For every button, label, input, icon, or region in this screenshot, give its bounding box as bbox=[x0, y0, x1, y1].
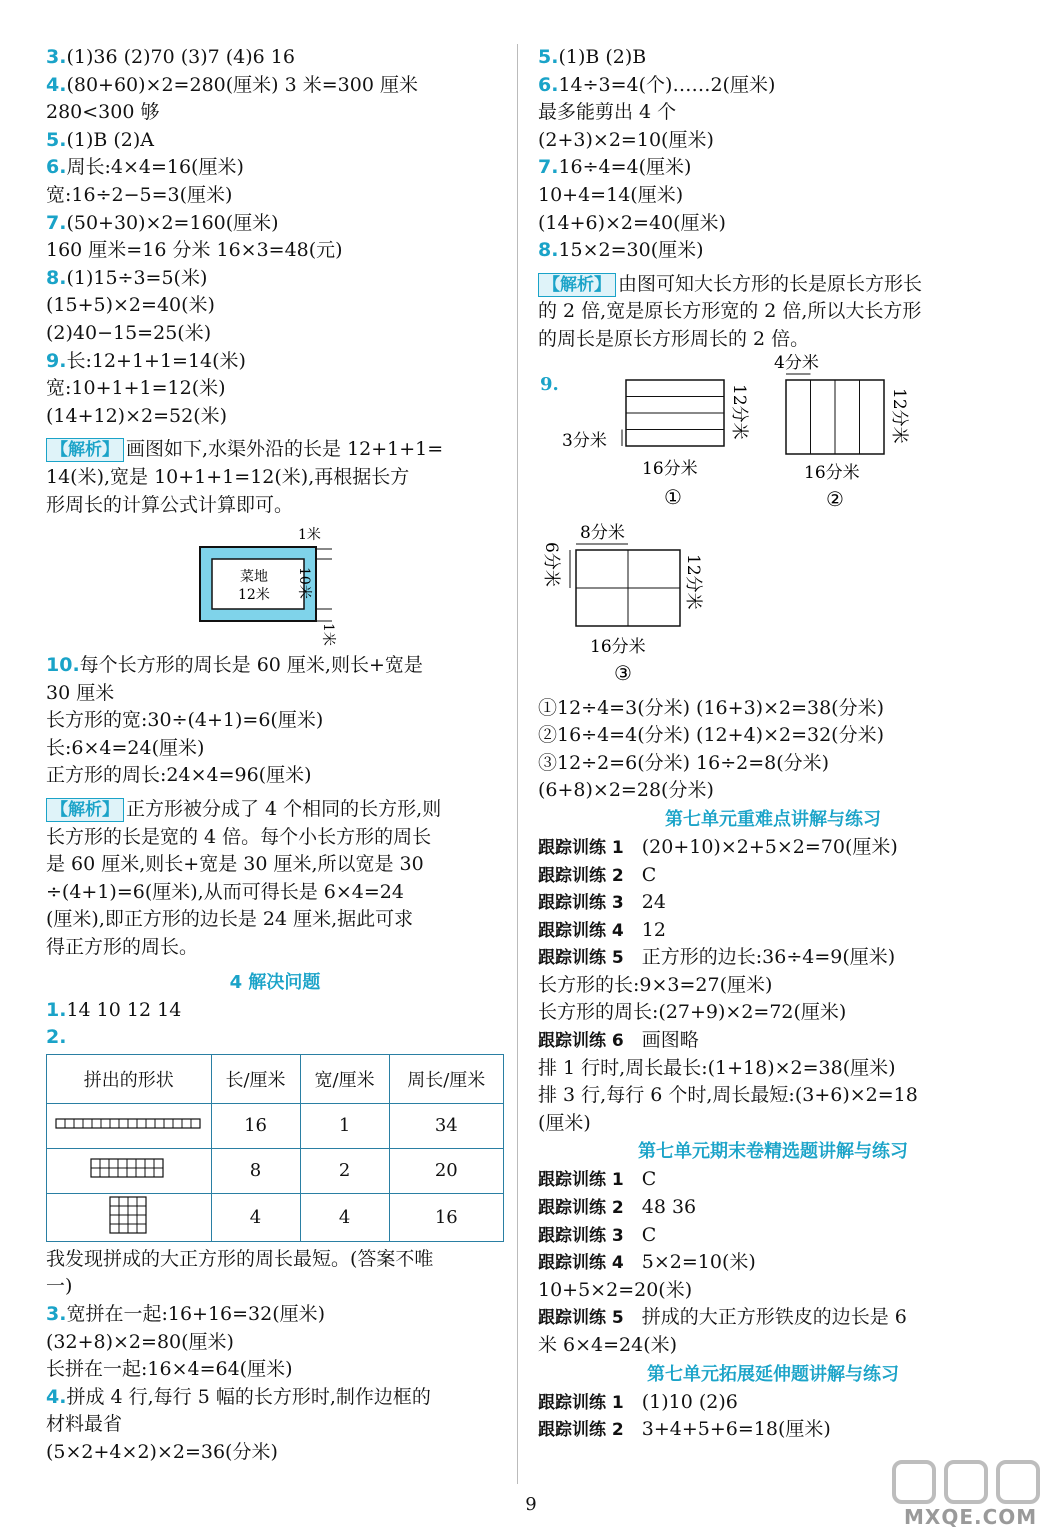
answer-line: 9.长:12+1+1=14(米) bbox=[46, 349, 246, 372]
question-number: 9. bbox=[540, 373, 559, 395]
plot-width-label: 10米 bbox=[296, 567, 312, 599]
practice-line: 跟踪训练 1 C bbox=[538, 1168, 657, 1191]
section-title: 第七单元重难点讲解与练习 bbox=[665, 808, 881, 830]
plot-length-label: 12米 bbox=[238, 587, 270, 604]
tracking-practice-block-3 bbox=[538, 1389, 1008, 1444]
fig1-number-label: ① bbox=[664, 484, 682, 509]
practice-line: 跟踪训练 1 (1)10 (2)6 bbox=[538, 1390, 738, 1413]
answers-block-2 bbox=[46, 652, 504, 790]
answer-line: 材料最省 bbox=[46, 1413, 123, 1436]
answer-line: 3.(1)36 (2)70 (3)7 (4)6 16 bbox=[46, 46, 295, 68]
answer-line: (32+8)×2=80(厘米) bbox=[46, 1330, 234, 1353]
answer-line: 8.15×2=30(厘米) bbox=[538, 239, 704, 262]
shape-8x2-icon bbox=[89, 1157, 169, 1179]
answer-line: 正方形的周长:24×4=96(厘米) bbox=[46, 764, 312, 787]
fig3-number-label: ③ bbox=[614, 660, 632, 685]
practice-line: 跟踪训练 4 12 bbox=[538, 918, 666, 941]
practice-line: 跟踪训练 6 画图略 bbox=[538, 1029, 699, 1052]
answers-block-4 bbox=[538, 44, 1008, 265]
table-row: 4 4 16 bbox=[47, 1193, 504, 1241]
page-number: 9 bbox=[525, 1494, 537, 1515]
shapes-table bbox=[46, 1054, 504, 1242]
answer-line: ①12÷4=3(分米) (16+3)×2=38(分米) bbox=[538, 696, 884, 719]
answer-line: 2. bbox=[46, 1026, 67, 1049]
answer-line: 5.(1)B (2)B bbox=[538, 46, 647, 68]
answer-line: 160 厘米=16 分米 16×3=48(元) bbox=[46, 239, 343, 262]
analysis-block: 【解析】 由图可知大长方形的长是原长方形长 的 2 倍,宽是原长方形宽的 2 倍,所以大长方形 的周长是原长方形周长的 2 倍。 bbox=[538, 272, 923, 350]
practice-line: 跟踪训练 3 C bbox=[538, 1223, 657, 1246]
answer-line: 宽:16÷2−5=3(厘米) bbox=[46, 183, 233, 206]
fig2-number-label: ② bbox=[826, 486, 844, 511]
right-column bbox=[538, 44, 1008, 1444]
answer-line: (15+5)×2=40(米) bbox=[46, 294, 215, 317]
practice-line: 跟踪训练 2 3+4+5+6=18(厘米) bbox=[538, 1418, 831, 1441]
table-header-row bbox=[47, 1054, 504, 1103]
fig2-strip-width-label: 4分米 bbox=[774, 353, 819, 373]
answer-line: 一) bbox=[46, 1275, 73, 1298]
practice-line: 跟踪训练 5 正方形的边长:36÷4=9(厘米) bbox=[538, 946, 896, 969]
practice-line: 长方形的周长:(27+9)×2=72(厘米) bbox=[538, 1001, 847, 1024]
section-title: 4 解决问题 bbox=[229, 971, 321, 993]
shape-cell bbox=[47, 1103, 212, 1148]
analysis-tag: 【解析】 bbox=[46, 438, 124, 462]
practice-line: 排 3 行,每行 6 个时,周长最短:(3+6)×2=18 bbox=[538, 1084, 918, 1107]
table-header: 周长/厘米 bbox=[389, 1054, 503, 1103]
answer-line: 宽:10+1+1=12(米) bbox=[46, 377, 226, 400]
answer-line: (2+3)×2=10(厘米) bbox=[538, 128, 714, 151]
answer-line: 6.14÷3=4(个)……2(厘米) bbox=[538, 73, 776, 96]
answer-line: 最多能剪出 4 个 bbox=[538, 101, 677, 124]
analysis-block: 【解析】 画图如下,水渠外沿的长是 12+1+1= 14(米),宽是 10+1+1=12(米),再根据长方 形周长的计算公式计算即可。 bbox=[46, 438, 444, 516]
column-divider bbox=[517, 44, 518, 1484]
answers-block-3 bbox=[46, 1246, 504, 1467]
answer-line: ③12÷2=6(分米) 16÷2=8(分米) bbox=[538, 751, 830, 774]
rectangle-division-figures bbox=[538, 354, 1008, 690]
section-title: 第七单元拓展延伸题讲解与练习 bbox=[647, 1363, 899, 1385]
left-column bbox=[46, 44, 504, 1467]
fig2-length-label: 16分米 bbox=[804, 462, 860, 483]
shape-16x1-icon bbox=[54, 1117, 204, 1131]
canal-width-bottom-label: 1米 bbox=[320, 623, 336, 647]
answer-line: 5.(1)B (2)A bbox=[46, 128, 155, 151]
tracking-practice-block-2 bbox=[538, 1166, 1008, 1359]
vegetable-plot-figure bbox=[46, 519, 504, 647]
analysis-block: 【解析】 正方形被分成了 4 个相同的长方形,则 长方形的长是宽的 4 倍。每个小长方形的周长 是 60 厘米,则长+宽是 30 厘米,所以宽是 30 ÷(4+1)=6(厘米),从而可得长是 6×4=24 (厘米),即正方形的边长是 24 厘米,据此可求 得正方形的周长。 bbox=[46, 798, 442, 959]
answer-line: (2)40−15=25(米) bbox=[46, 321, 212, 344]
tracking-practice-block-1 bbox=[538, 834, 1008, 1138]
practice-line: (厘米) bbox=[538, 1111, 591, 1134]
practice-line: 米 6×4=24(米) bbox=[538, 1334, 678, 1356]
practice-line: 跟踪训练 2 C bbox=[538, 863, 657, 886]
answer-line: 30 厘米 bbox=[46, 681, 115, 704]
answer-line: 4.(80+60)×2=280(厘米) 3 米=300 厘米 bbox=[46, 73, 418, 96]
figure-3 bbox=[541, 523, 703, 685]
answer-line: ②16÷4=4(分米) (12+4)×2=32(分米) bbox=[538, 724, 884, 747]
answer-line: (14+6)×2=40(厘米) bbox=[538, 211, 726, 234]
answers-block-1 bbox=[46, 44, 504, 430]
fig1-strip-width-label: 3分米 bbox=[562, 430, 607, 451]
table-row: 8 2 20 bbox=[47, 1148, 504, 1193]
practice-line: 跟踪训练 3 24 bbox=[538, 891, 666, 914]
table-row: 16 1 34 bbox=[47, 1103, 504, 1148]
answers-block-5 bbox=[538, 695, 1008, 805]
fig3-top-label: 8分米 bbox=[580, 522, 625, 543]
shape-cell bbox=[47, 1193, 212, 1241]
fig3-left-label: 6分米 bbox=[541, 541, 561, 587]
practice-line: 10+5×2=20(米) bbox=[538, 1278, 693, 1301]
fig2-height-label: 12分米 bbox=[889, 387, 909, 444]
answer-line: 4.拼成 4 行,每行 5 幅的长方形时,制作边框的 bbox=[46, 1385, 431, 1408]
canal-width-top-label: 1米 bbox=[298, 527, 321, 544]
answer-line: 10+4=14(厘米) bbox=[538, 183, 684, 206]
answer-line: 3.宽拼在一起:16+16=32(厘米) bbox=[46, 1303, 326, 1325]
practice-line: 跟踪训练 2 48 36 bbox=[538, 1196, 697, 1219]
answer-line: 长方形的宽:30÷(4+1)=6(厘米) bbox=[46, 709, 324, 732]
answer-line: (6+8)×2=28(分米) bbox=[538, 779, 714, 802]
practice-line: 排 1 行时,周长最长:(1+18)×2=38(厘米) bbox=[538, 1056, 896, 1079]
table-header: 长/厘米 bbox=[211, 1054, 300, 1103]
shape-4x4-icon bbox=[108, 1195, 150, 1235]
answer-line: 长拼在一起:16×4=64(厘米) bbox=[46, 1358, 293, 1381]
section-title: 第七单元期末卷精选题讲解与练习 bbox=[638, 1141, 908, 1163]
answer-line: (14+12)×2=52(米) bbox=[46, 404, 228, 427]
practice-line: 跟踪训练 1 (20+10)×2+5×2=70(厘米) bbox=[538, 835, 898, 858]
analysis-tag: 【解析】 bbox=[538, 273, 616, 297]
table-header: 拼出的形状 bbox=[47, 1054, 212, 1103]
plot-label: 菜地 bbox=[240, 569, 268, 586]
analysis-tag: 【解析】 bbox=[46, 798, 124, 822]
figure-2 bbox=[774, 354, 909, 511]
answer-line: 7.(50+30)×2=160(厘米) bbox=[46, 211, 279, 234]
answer-line: 280<300 够 bbox=[46, 101, 160, 124]
answer-line: 8.(1)15÷3=5(米) bbox=[46, 266, 208, 289]
answer-line: 长:6×4=24(厘米) bbox=[46, 736, 205, 759]
answer-line: 7.16÷4=4(厘米) bbox=[538, 156, 692, 179]
answer-line: 1.14 10 12 14 bbox=[46, 998, 182, 1021]
answer-line: 我发现拼成的大正方形的周长最短。(答案不唯 bbox=[46, 1247, 434, 1270]
figure-1 bbox=[562, 380, 749, 509]
answer-line: 6.周长:4×4=16(厘米) bbox=[46, 156, 244, 179]
fig1-height-label: 12分米 bbox=[729, 383, 749, 440]
practice-line: 跟踪训练 5 拼成的大正方形铁皮的边长是 6 bbox=[538, 1306, 907, 1329]
table-header: 宽/厘米 bbox=[300, 1054, 389, 1103]
answer-line: 10.每个长方形的周长是 60 厘米,则长+宽是 bbox=[46, 654, 423, 677]
fig3-length-label: 16分米 bbox=[590, 636, 646, 657]
practice-line: 跟踪训练 4 5×2=10(米) bbox=[538, 1251, 756, 1274]
answer-line: (5×2+4×2)×2=36(分米) bbox=[46, 1440, 278, 1463]
practice-line: 长方形的长:9×3=27(厘米) bbox=[538, 973, 773, 996]
fig3-height-label: 12分米 bbox=[683, 553, 703, 610]
watermark-text: MXQE.COM bbox=[904, 1505, 1038, 1529]
fig1-length-label: 16分米 bbox=[642, 458, 698, 479]
shape-cell bbox=[47, 1148, 212, 1193]
